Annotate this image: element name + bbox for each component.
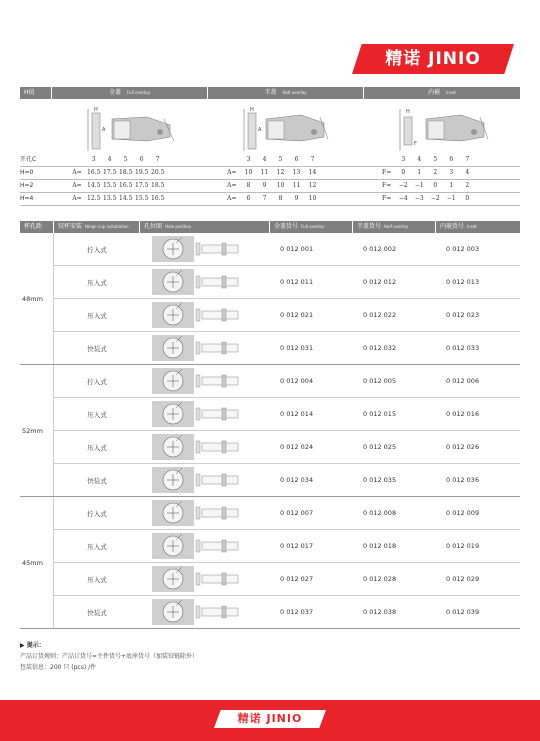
half-overlay-code: 0 012 008 [363,509,397,517]
table-row [54,563,520,596]
spec-group [365,180,520,192]
spec-value: 11 [292,182,301,189]
table-row [54,596,520,628]
col-hole-position: 孔位图 Hole position [140,221,270,233]
spec-value: 18.5 [151,182,165,189]
spec-value: 5 [433,156,438,163]
inset-code: 0 012 009 [446,509,480,517]
spec-value: 0 [401,169,406,176]
spec-value: 14.5 [87,182,101,189]
spec-value: 10 [308,195,317,202]
inset-code: 0 012 036 [446,476,480,484]
spec-row [20,193,520,206]
cup-distance-label: 52mm [20,365,54,496]
spec-value: 16.5 [119,182,133,189]
spec-value: 4 [107,156,112,163]
cup-distance-label: 45mm [20,497,54,628]
hole-position-diagram [140,266,270,298]
spec-value: 2 [433,169,438,176]
table-row [54,497,520,530]
spec-value: 15.5 [103,182,117,189]
spec-value: 6 [449,156,454,163]
table-row [54,431,520,464]
spec-value: 14 [308,169,317,176]
svg-text:F: F [414,141,417,147]
full-overlay-code: 0 012 037 [280,608,314,616]
installation-type: 压入式 [87,311,107,320]
svg-text:A: A [102,127,106,133]
spec-group [210,180,365,192]
spec-rows [20,154,520,206]
spec-value: 9 [294,195,299,202]
inset-code: 0 012 023 [446,311,480,319]
full-overlay-code: 0 012 011 [280,278,314,286]
spec-eq: A= [72,195,82,202]
spec-group [365,154,520,166]
size-group [20,233,520,365]
spec-value: 4 [262,156,267,163]
spec-section-half: 半盖 Half overlay [208,87,364,99]
spec-value: 7 [262,195,267,202]
spec-group [365,193,520,205]
hole-position-diagram [140,464,270,496]
installation-type: 快装式 [87,476,107,485]
spec-value: 13 [292,169,301,176]
half-overlay-code: 0 012 025 [363,443,397,451]
spec-value: 2 [465,182,470,189]
spec-row [20,154,520,167]
hole-position-diagram [140,530,270,562]
spec-section-inset: 内嵌 Inset [428,89,456,96]
spec-value: 0 [465,195,470,202]
inset-code: 0 012 039 [446,608,480,616]
spec-eq: A= [227,169,237,176]
spec-value: 16.5 [151,195,165,202]
spec-table [20,87,520,206]
table-row [54,530,520,563]
spec-group [56,167,211,179]
spec-value: 11 [260,169,269,176]
spec-value: −2 [398,182,408,189]
spec-row-label: H=0 [20,169,34,176]
hole-position-diagram [140,332,270,364]
full-overlay-diagram [52,99,208,154]
spec-value: 7 [310,156,315,163]
spec-row-label: H=2 [20,182,34,189]
spec-value: 7 [465,156,470,163]
full-overlay-code: 0 012 014 [280,410,314,418]
spec-value: −1 [446,195,456,202]
spec-value: 8 [278,195,283,202]
spec-value: 3 [449,169,454,176]
svg-text:H: H [406,109,410,115]
spec-value: 4 [465,169,470,176]
table-row [54,332,520,364]
spec-value: 12 [276,169,285,176]
h-label: H值 [20,87,52,99]
notes [20,640,198,673]
spec-eq [210,154,240,166]
spec-value: 20.5 [151,169,165,176]
half-overlay-code: 0 012 032 [363,344,397,352]
half-overlay-code: 0 012 012 [363,278,397,286]
inset-diagram [364,99,520,154]
spec-row [20,167,520,180]
inset-code: 0 012 006 [446,377,480,385]
full-overlay-code: 0 012 024 [280,443,314,451]
hinge-diagrams [20,99,520,154]
spec-value: −1 [414,182,424,189]
spec-eq: A= [227,195,237,202]
spec-group [210,154,365,166]
notes-line-1: 产品订货规则：产品订货号=主件货号+底座货号（加装铰链除外） [20,653,199,660]
inset-code: 0 012 033 [446,344,480,352]
hole-position-diagram [140,233,270,265]
half-overlay-code: 0 012 022 [363,311,397,319]
full-overlay-code: 0 012 031 [280,344,314,352]
installation-type: 拧入式 [87,509,107,518]
spec-group [56,180,211,192]
full-overlay-code: 0 012 017 [280,542,314,550]
notes-line-2: 包装信息：200 只 (pcs) /件 [20,664,97,671]
full-overlay-code: 0 012 027 [280,575,314,583]
spec-value: 6 [294,156,299,163]
spec-group [210,167,365,179]
full-overlay-code: 0 012 034 [280,476,314,484]
col-half-overlay: 半盖货号 Half overlay [353,221,436,233]
spec-value: 10 [276,182,285,189]
installation-type: 快装式 [87,608,107,617]
spec-value: 6 [246,195,251,202]
brand-logo-text: 精诺 JINIO [385,49,481,69]
spec-value: −3 [414,195,424,202]
spec-row-label: H=4 [20,195,34,202]
spec-value: 19.5 [135,169,149,176]
full-overlay-code: 0 012 007 [280,509,314,517]
half-overlay-code: 0 012 005 [363,377,397,385]
inset-code: 0 012 029 [446,575,480,583]
spec-value: 12 [308,182,317,189]
spec-row [20,180,520,193]
installation-type: 压入式 [87,542,107,551]
installation-type: 压入式 [87,278,107,287]
spec-value: 1 [449,182,454,189]
svg-text:H: H [94,107,98,113]
size-group [20,365,520,497]
col-installation: 铰杯安装 Hinge cup installation [54,221,140,233]
inset-code: 0 012 013 [446,278,480,286]
spec-group [56,154,211,166]
spec-value: 0 [433,182,438,189]
footer-logo-text: 精诺 JINIO [237,712,303,725]
hole-position-diagram [140,365,270,397]
table-row [54,464,520,496]
hole-position-diagram [140,431,270,463]
spec-value: 3 [91,156,96,163]
table-row [54,233,520,266]
inset-code: 0 012 003 [446,245,480,253]
spec-value: 9 [262,182,267,189]
col-full-overlay: 全盖货号 Full overlay [270,221,353,233]
spec-group [56,193,211,205]
brand-logo [352,44,514,74]
installation-type: 压入式 [87,443,107,452]
spec-value: 10 [244,169,253,176]
table-row [54,365,520,398]
table-row [54,299,520,332]
col-cup-distance: 杯孔距 [20,221,54,233]
product-table [20,221,520,629]
spec-value: −2 [430,195,440,202]
spec-value: 1 [417,169,422,176]
spec-row-label: 开孔C [20,156,37,163]
half-overlay-code: 0 012 002 [363,245,397,253]
full-overlay-code: 0 012 004 [280,377,314,385]
half-overlay-code: 0 012 038 [363,608,397,616]
spec-eq: F= [382,169,392,176]
spec-value: 3 [246,156,251,163]
svg-text:A: A [258,127,262,133]
spec-value: 14.5 [119,195,133,202]
full-overlay-code: 0 012 021 [280,311,314,319]
size-group [20,497,520,629]
spec-value: 17.5 [135,182,149,189]
spec-eq: A= [72,169,82,176]
cup-distance-label: 48mm [20,233,54,364]
spec-value: 12.5 [87,195,101,202]
spec-eq: F= [382,182,392,189]
product-table-header [20,221,520,233]
installation-type: 拧入式 [87,245,107,254]
spec-eq [365,154,395,166]
hole-position-diagram [140,299,270,331]
hole-position-diagram [140,563,270,595]
spec-value: 3 [401,156,406,163]
half-overlay-code: 0 012 035 [363,476,397,484]
col-inset: 内嵌货号 Inset [440,223,477,230]
svg-text:H: H [250,107,254,113]
spec-section-full: 全盖 Full overlay [52,87,208,99]
installation-type: 压入式 [87,410,107,419]
spec-eq [56,154,86,166]
spec-value: 17.5 [103,169,117,176]
half-overlay-code: 0 012 028 [363,575,397,583]
spec-value: 4 [417,156,422,163]
spec-eq: A= [72,182,82,189]
spec-value: 6 [139,156,144,163]
table-row [54,398,520,431]
spec-value: 15.5 [135,195,149,202]
installation-type: 快装式 [87,344,107,353]
half-overlay-code: 0 012 015 [363,410,397,418]
spec-group [365,167,520,179]
product-table-body [20,233,520,629]
installation-type: 压入式 [87,575,107,584]
hole-position-diagram [140,497,270,529]
half-overlay-diagram [208,99,364,154]
hole-position-diagram [140,398,270,430]
notes-title: ▶ 提示： [20,642,45,649]
spec-value: 13.5 [103,195,117,202]
hole-position-diagram [140,596,270,628]
spec-value: −4 [398,195,408,202]
spec-value: 8 [246,182,251,189]
inset-code: 0 012 019 [446,542,480,550]
spec-value: 7 [155,156,160,163]
installation-type: 拧入式 [87,377,107,386]
spec-eq: F= [382,195,392,202]
spec-group [210,193,365,205]
half-overlay-code: 0 012 018 [363,542,397,550]
footer-logo [214,710,326,728]
spec-value: 5 [123,156,128,163]
spec-eq: A= [227,182,237,189]
table-row [54,266,520,299]
spec-value: 18.5 [119,169,133,176]
full-overlay-code: 0 012 001 [280,245,314,253]
inset-code: 0 012 016 [446,410,480,418]
inset-code: 0 012 026 [446,443,480,451]
spec-header [20,87,520,99]
spec-value: 16.5 [87,169,101,176]
spec-value: 5 [278,156,283,163]
